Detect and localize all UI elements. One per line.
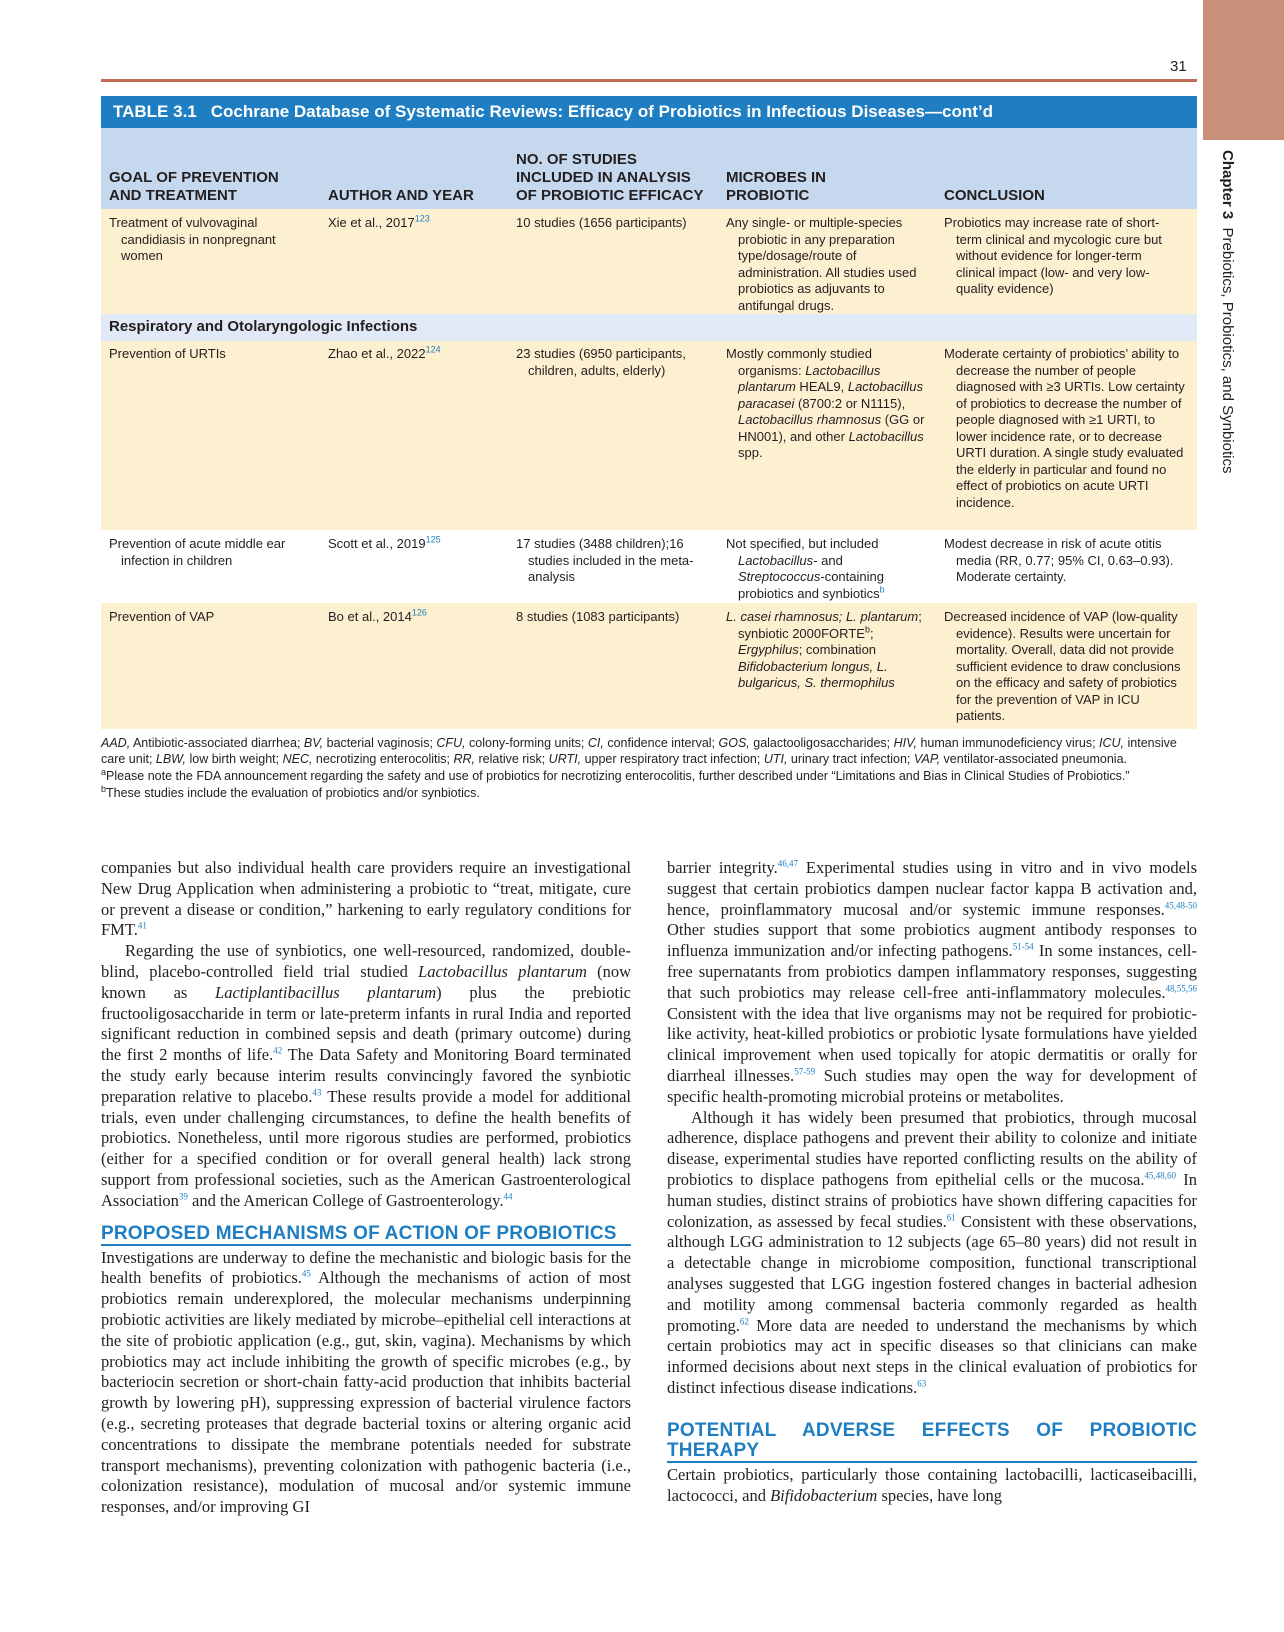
section-label: Respiratory and Otolaryngologic Infections [109,318,418,335]
cell-studies: 23 studies (6950 participants, children, adults, elderly) [516,346,686,378]
table-header-row [101,128,1197,209]
abbreviation-definition: galactooligosaccharides; [749,736,894,750]
reference-marker: 46,47 [777,858,799,869]
table-row [101,530,1197,603]
chapter-corner-tab [1203,0,1284,140]
header-goal: GOAL OF PREVENTION AND TREATMENT [109,169,279,204]
cell-conclusion: Probiotics may increase rate of short-term clinical and mycologic cure but without evidence for longer-term clinical impact (low- and very low-quality evidence) [944,215,1162,296]
reference-marker: 43 [312,1087,322,1098]
cell-microbes: Any single- or multiple-species probiotic in any preparation type/dosage/route of administration. All studies used probiotics as adjuvants to antifungal drugs. [726,215,917,313]
header-rule [101,79,1197,82]
cell-goal: Prevention of VAP [109,609,215,624]
table-row [101,341,1197,530]
abbreviation-term: NEC, [282,752,313,766]
cell-goal: Prevention of acute middle ear infection in children [109,536,286,568]
abbreviation-term: HIV, [893,736,917,750]
header-conclusion: CONCLUSION [944,187,1045,204]
table-row [101,603,1197,729]
cell-microbes: Mostly commonly studied organisms: Lactobacillus plantarum HEAL9, Lactobacillus paracasei (8700:2 or N1115), Lactobacillus rhamnosus (GG or HN001), and other Lactobacillus spp. [726,346,925,460]
cell-author: Xie et al., 2017$^{123}$ [328,213,430,230]
abbreviation-definition: relative risk; [475,752,549,766]
reference-marker: 61 [946,1212,956,1223]
cell-microbes: Not specified, but included Lactobacillus- and Streptococcus-containing probiotics and synbiotics$^b$ [726,536,885,601]
abbreviation-definition: human immunodeficiency virus; [917,736,1100,750]
paragraph: Investigations are underway to define the mechanistic and biologic basis for the health benefits of probiotics.$^{45}$ Although the mechanisms of action of most probiotics remain underexplored, the molecular mechanisms underpinning probiotic activities are likely mediated by microbe–epithelial cell interactions at the site of probiotic application (e.g., gut, skin, vagina). Mechanisms by which probiotics may act include inhibiting the growth of specific microbes (e.g., by bacteriocin secretion or short-chain fatty-acid production that inhibits bacterial growth by lowering pH), suppressing expression of bacterial virulence factors (e.g., secreting proteases that degrade bacterial toxins or altering organic acid concentrations to dissipate the membrane potentials needed for substrate transport mechanisms), preventing colonization with pathogenic bacteria (i.e., colonization resistance), modulation of mucosal and/or systemic immune responses, and/or improving GI [101,1247,631,1517]
cell-studies: 10 studies (1656 participants) [516,215,687,230]
reference-marker: 39 [178,1191,188,1202]
abbreviation-definition: colony-forming units; [465,736,588,750]
abbreviation-definition: ventilator-associated pneumonia. [940,752,1127,766]
abbreviation-definition: urinary tract infection; [787,752,914,766]
reference-marker: a [101,766,107,777]
cell-studies: 17 studies (3488 children);16 studies included in the meta-analysis [516,536,694,584]
abbreviation-definition: necrotizing enterocolitis; [312,752,454,766]
abbreviation-term: CFU, [436,736,466,750]
table-title-bar [101,96,1197,128]
body-column-right [667,858,1197,1506]
abbreviation-term: LBW, [155,752,186,766]
abbreviation-term: URTI, [548,752,582,766]
side-tab-title: Prebiotics, Probiotics, and Synbiotics [1219,227,1236,474]
page-number: 31 [1170,58,1187,75]
cell-conclusion: Moderate certainty of probiotics’ ability to decrease the number of people diagnosed with ≥3 URTIs. Low certainty of probiotics to decrease the number of people diagnosed with ≥1 URTI, to lower incidence rate, or to decrease URTI duration. A single study evaluated the elderly in particular and found no effect of probiotics on acute URTI incidence. [944,346,1185,510]
paragraph: Although it has widely been presumed that probiotics, through mucosal adherence, displace pathogens and prevent their ability to colonize and initiate disease, experimental studies have reported conflicting results on the ability of probiotics to displace pathogens from epithelial cells or the mucosa.$^{45,48,60}$ In human studies, distinct strains of probiotics have shown differing capacities for colonization, as assessed by fecal studies.$^{61}$ Consistent with these observations, although LGG administration to 12 subjects (age 65–80 years) did not result in a detectable change in microbiome composition, functional transcriptional analyses suggested that LGG ingestion fostered changes in bacterial adhesion and motility among commensal bacteria commonly regarded as health promoting.$^{62}$ More data are needed to understand the mechanisms by which certain probiotics may act in specific diseases so that clinicians can make informed decisions about next steps in the clinical evaluation of probiotics for distinct infectious disease indications.$^{63}$ [667,1107,1197,1397]
side-tab-chapter: Chapter 3 [1219,150,1236,220]
abbreviation-definition: Antibiotic-associated diarrhea; [130,736,304,750]
chapter-side-tab [1219,150,1236,473]
table-section-row [101,314,1197,341]
reference-marker: 45 [301,1268,311,1279]
abbreviations [101,735,1197,767]
abbreviation-term: GOS, [718,736,750,750]
table-row [101,209,1197,314]
reference-marker: 48,55,56 [1165,983,1197,994]
reference-marker: 126 [411,607,427,618]
cell-author: Scott et al., 2019$^{125}$ [328,534,441,551]
abbreviation-term: RR, [453,752,476,766]
table-label: TABLE 3.1 [113,102,197,121]
abbreviation-term: VAP, [913,752,941,766]
table-footnotes [101,735,1197,802]
reference-marker: 125 [425,534,441,545]
footnote-marker: b [864,624,870,635]
abbreviation-term: CI, [587,736,604,750]
cell-conclusion: Modest decrease in risk of acute otitis media (RR, 0.77; 95% CI, 0.63–0.93). Moderate certainty. [944,536,1174,584]
header-microbes: MICROBES IN PROBIOTIC [726,169,827,204]
section-heading: PROPOSED MECHANISMS OF ACTION OF PROBIOTICS [101,1224,631,1246]
abbreviation-definition: intensive care unit; [101,736,1177,766]
cell-author: Bo et al., 2014$^{126}$ [328,607,427,624]
reference-marker: 124 [425,344,441,355]
header-author: AUTHOR AND YEAR [328,187,474,204]
abbreviation-definition: confidence interval; [603,736,719,750]
abbreviation-term: AAD, [101,736,131,750]
cell-goal: Prevention of URTIs [109,346,226,361]
reference-marker: 41 [137,920,147,931]
reference-marker: 44 [503,1191,513,1202]
abbreviation-definition: upper respiratory tract infection; [581,752,764,766]
reference-marker: 63 [917,1378,927,1389]
reference-marker: b [101,783,107,794]
paragraph: companies but also individual health care providers require an investigational New Drug Application when administering a probiotic to “treat, mitigate, cure or prevent a disease or condition,” harkening to early regulatory conditions for FMT.$^{41}$ [101,858,631,940]
reference-marker: 57-59 [794,1066,816,1077]
cell-studies: 8 studies (1083 participants) [516,609,680,624]
paragraph: barrier integrity.$^{46,47}$ Experimental studies using in vitro and in vivo models suggest that certain probiotics dampen nuclear factor kappa B activation and, hence, proinflammatory mucosal and/or systemic immune responses.$^{45,48-50}$ Other studies support that some probiotics augment antibody responses to influenza immunization and/or infecting pathogens.$^{51-54}$ In some instances, cell-free supernatants from probiotics dampen inflammatory responses, suggesting that such probiotics may release cell-free anti-inflammatory molecules.$^{48,55,56}$ Consistent with the idea that live organisms may not be required for probiotic-like activity, heat-killed probiotics or probiotic lysate formulations have yielded clinical improvement when used topically for atopic dermatitis or orally for diarrheal illnesses.$^{57-59}$ Such studies may open the way for development of specific health-promoting microbial proteins or metabolites. [667,858,1197,1106]
reference-marker: 51-54 [1012,941,1034,952]
section-heading: POTENTIAL ADVERSE EFFECTS OF PROBIOTIC THERAPY [667,1419,1197,1461]
cell-goal: Treatment of vulvovaginal candidiasis in nonpregnant women [109,215,276,263]
cell-conclusion: Decreased incidence of VAP (low-quality evidence). Results were uncertain for mortality. Overall, data did not provide sufficient evidence to draw conclusions on the efficacy and safety of probiotics for the prevention of VAP in ICU patients. [944,609,1181,723]
abbreviation-term: UTI, [763,752,788,766]
abbreviation-term: ICU, [1099,736,1125,750]
table-title: Cochrane Database of Systematic Reviews: Efficacy of Probiotics in Infectious Diseases—cont’d [210,102,994,121]
reference-marker: 45,48-50 [1164,900,1197,911]
abbreviation-definition: low birth weight; [186,752,283,766]
cell-microbes: L. casei rhamnosus; L. plantarum; synbiotic 2000FORTE$^b$; Ergyphilus; combination Bifidobacterium longus, L. bulgaricus, S. thermophilus [726,609,922,690]
body-column-left [101,858,631,1518]
paragraph: Regarding the use of synbiotics, one well-resourced, randomized, double-blind, placebo-controlled field trial studied Lactobacillus plantarum (now known as Lactiplantibacillus plantarum) plus the prebiotic fructooligosaccharide in term or late-preterm infants in rural India and reported significant reduction in combined sepsis and death (primary outcome) during the first 2 months of life.$^{42}$ The Data Safety and Monitoring Board terminated the study early because interim results convincingly favored the synbiotic preparation relative to placebo.$^{43}$ These results provide a model for additional trials, even under challenging circumstances, to define the health benefits of probiotics. Nonetheless, until more rigorous studies are performed, probiotics (either for a specified condition or for overall general health) lack strong support from professional societies, such as the American Gastroenterological Association$^{39}$ and the American College of Gastroenterology.$^{44}$ [101,941,631,1210]
footnote-marker: b [879,584,885,595]
footnote-a: $^a$Please note the FDA announcement regarding the safety and use of probiotics for necrotizing enterocolitis, further described under “Limitations and Bias in Clinical Studies of Probiotics.” [101,766,1130,783]
reference-marker: 62 [739,1316,749,1327]
reference-marker: 42 [273,1045,283,1056]
paragraph: Certain probiotics, particularly those containing lactobacilli, lacticaseibacilli, lactococci, and Bifidobacterium species, have long [667,1464,1197,1505]
footnote-b: $^b$These studies include the evaluation of probiotics and/or synbiotics. [101,783,480,800]
abbreviation-definition: bacterial vaginosis; [323,736,437,750]
cell-author: Zhao et al., 2022$^{124}$ [328,344,441,361]
header-studies: NO. OF STUDIES INCLUDED IN ANALYSIS OF PROBIOTIC EFFICACY [516,151,704,204]
abbreviation-term: BV, [303,736,324,750]
reference-marker: 123 [414,213,430,224]
reference-marker: 45,48,60 [1144,1170,1176,1181]
